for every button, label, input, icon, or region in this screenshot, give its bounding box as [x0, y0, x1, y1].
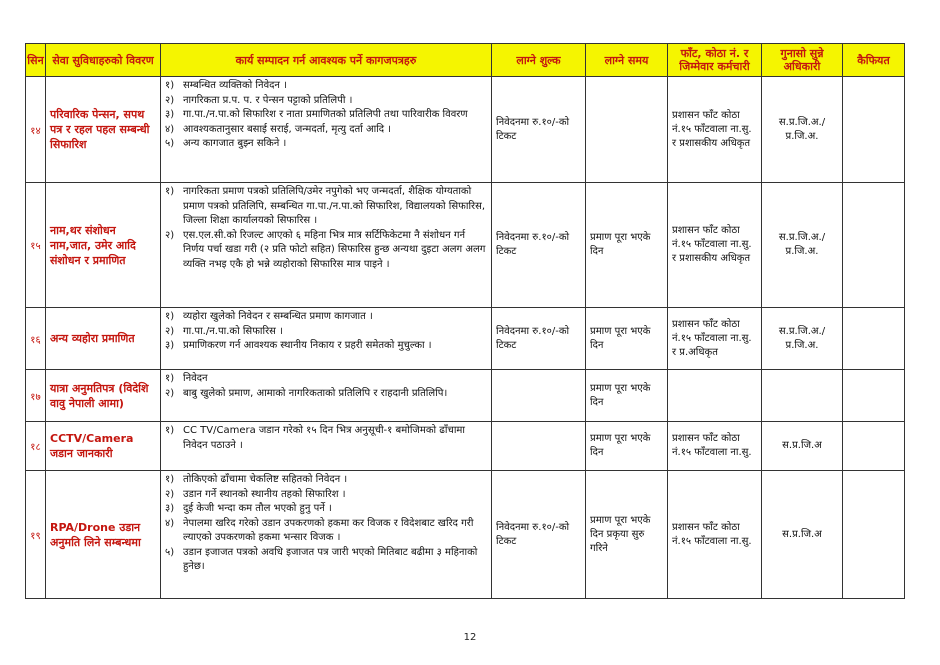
- header-fee: लाग्ने शुल्क: [492, 44, 586, 77]
- document-item-text: प्रमाणिकरण गर्न आवश्यक स्थानीय निकाय र प्रहरी समेतको मुचुल्का ।: [183, 340, 432, 351]
- row-documents: [161, 183, 492, 308]
- header-service: सेवा सुविधाहरुको विवरण: [46, 44, 161, 77]
- header-sn: सिन: [26, 44, 46, 77]
- row-serial-number: १६: [26, 308, 46, 370]
- row-officer: प्रशासन फाँट कोठा नं.१५ फाँटवाला ना.सु. र प्र.अधिकृत: [668, 308, 762, 370]
- document-item-number: २): [165, 94, 175, 106]
- row-documents: [161, 422, 492, 471]
- document-item: [165, 137, 487, 152]
- row-serial-number: १५: [26, 183, 46, 308]
- document-item: [165, 372, 487, 387]
- document-item-text: नेपालमा खरिद गरेको उडान उपकरणको हकमा कर विजक र विदेशबाट खरिद गरी ल्याएको उपकरणको हकमा भन्सार विजक ।: [183, 517, 474, 543]
- row-fee: निवेदनमा रु.१०/-को टिकट: [492, 77, 586, 183]
- row-service-name: अन्य व्यहोरा प्रमाणित: [46, 308, 161, 370]
- row-time: प्रमाण पूरा भएके दिन: [586, 370, 668, 422]
- table-row: [26, 308, 905, 370]
- document-item-text: सम्बन्धित व्यक्तिको निवेदन ।: [183, 80, 287, 91]
- document-item: [165, 325, 487, 340]
- header-remarks: कैफियत: [843, 44, 905, 77]
- document-item-text: उडान गर्ने स्थानको स्थानीय तहको सिफारिश ।: [183, 488, 346, 500]
- document-item-number: २): [165, 325, 175, 337]
- row-time: प्रमाण पूरा भएके दिन: [586, 183, 668, 308]
- row-fee: निवेदनमा रु.१०/-को टिकट: [492, 183, 586, 308]
- document-item-text: गा.पा./न.पा.को सिफारिश र नाता प्रमाणितको प्रतिलिपी तथा पारिवारीक विवरण: [183, 109, 468, 120]
- document-item-text: नागरिकता प्र.प. प. र पेन्सन पट्टाको प्रतिलिपी ।: [183, 94, 353, 106]
- row-serial-number: १७: [26, 370, 46, 422]
- document-item-text: दुई केजी भन्दा कम तौल भएको हुनु पर्ने ।: [183, 503, 332, 514]
- services-table: [25, 43, 905, 599]
- document-item-number: ४): [165, 123, 175, 135]
- document-item: [165, 108, 487, 123]
- document-item-text: एस.एल.सी.को रिजल्ट आएको ६ महिना भित्र मात्र सर्टिफिकेटमा नै संशोधन गर्न निर्णय पर्चा खडा गरी (२ प्रति फोटो सहित) सिफारिस हुन्छ अन्यथा दुइटा अलग अलग व्यक्ति नभइ एकै हो भन्ने व्यहोराको सिफारिस मात्र पाइने ।: [183, 229, 486, 270]
- document-item-text: उडान इजाजत पत्रको अवधि इजाजत पत्र जारी भएको मितिबाट बढीमा ३ महिनाको हुनेछ।: [183, 546, 478, 572]
- header-grievance: गुनासो सुन्ने अधिकारी: [762, 44, 843, 77]
- document-item-text: निवेदन: [183, 373, 208, 384]
- row-remarks: [843, 422, 905, 471]
- row-remarks: [843, 183, 905, 308]
- row-grievance-officer: स.प्र.जि.अ./प्र.जि.अ.: [762, 77, 843, 183]
- row-service-name: RPA/Drone उडान अनुमति लिने सम्बन्धमा: [46, 471, 161, 599]
- document-item-number: १): [165, 311, 175, 322]
- row-service-name: परिवारिक पेन्सन, सपथ पत्र र रहल पहल सम्बन्धी सिफारिश: [46, 77, 161, 183]
- document-item-number: १): [165, 425, 175, 436]
- document-item-text: आवश्यकतानुसार बसाई सराई, जन्मदर्ता, मृत्यु दर्ता आदि ।: [183, 123, 392, 135]
- document-item: [165, 488, 487, 503]
- document-item-number: १): [165, 80, 175, 91]
- header-docs: कार्य सम्पादन गर्न आवश्यक पर्ने कागजपत्रहरु: [161, 44, 492, 77]
- row-officer: प्रशासन फाँट कोठा नं.१५ फाँटवाला ना.सु.: [668, 422, 762, 471]
- document-item-text: तोकिएको ढाँचामा चेकलिष्ट सहितको निवेदन ।: [183, 474, 348, 485]
- row-documents: [161, 308, 492, 370]
- row-fee: निवेदनमा रु.१०/-को टिकट: [492, 471, 586, 599]
- row-remarks: [843, 77, 905, 183]
- row-serial-number: १९: [26, 471, 46, 599]
- row-officer: प्रशासन फाँट कोठा नं.१५ फाँटवाला ना.सु. र प्रशासकीय अधिकृत: [668, 183, 762, 308]
- table-row: [26, 77, 905, 183]
- row-documents: [161, 370, 492, 422]
- document-item: [165, 185, 487, 229]
- document-item: [165, 424, 487, 453]
- header-row: [26, 44, 905, 77]
- document-item-number: ५): [165, 546, 175, 558]
- document-item-number: ५): [165, 138, 175, 149]
- row-service-name: CCTV/Camera जडान जानकारी: [46, 422, 161, 471]
- row-remarks: [843, 370, 905, 422]
- row-grievance-officer: स.प्र.जि.अ./प्र.जि.अ.: [762, 308, 843, 370]
- document-item: [165, 546, 487, 575]
- row-serial-number: १४: [26, 77, 46, 183]
- row-grievance-officer: स.प्र.जि.अ: [762, 471, 843, 599]
- document-item-number: ४): [165, 517, 175, 529]
- document-item-number: २): [165, 488, 175, 500]
- row-time: [586, 77, 668, 183]
- document-item: [165, 310, 487, 325]
- document-item: [165, 387, 487, 402]
- row-remarks: [843, 308, 905, 370]
- row-remarks: [843, 471, 905, 599]
- row-serial-number: १८: [26, 422, 46, 471]
- document-item: [165, 339, 487, 354]
- document-item-number: ३): [165, 109, 175, 120]
- document-item-number: ३): [165, 503, 175, 514]
- row-grievance-officer: स.प्र.जि.अ: [762, 422, 843, 471]
- document-item-number: २): [165, 387, 175, 399]
- header-time: लाग्ने समय: [586, 44, 668, 77]
- row-officer: प्रशासन फाँट कोठा नं.१५ फाँटवाला ना.सु. र प्रशासकीय अधिकृत: [668, 77, 762, 183]
- row-service-name: यात्रा अनुमतिपत्र (विदेशि वावु नेपाली आमा): [46, 370, 161, 422]
- document-item: [165, 94, 487, 109]
- document-item-text: CC TV/Camera जडान गरेको १५ दिन भित्र अनुसूची-१ बमोजिमको ढाँचामा निवेदन पठाउने ।: [183, 425, 465, 451]
- document-item-number: २): [165, 229, 175, 241]
- document-item: [165, 123, 487, 138]
- header-officer: फाँट, कोठा नं. र जिम्मेवार कर्मचारी: [668, 44, 762, 77]
- table-row: [26, 183, 905, 308]
- row-fee: निवेदनमा रु.१०/-को टिकट: [492, 308, 586, 370]
- row-documents: [161, 471, 492, 599]
- document-item-number: ३): [165, 340, 175, 351]
- row-officer: प्रशासन फाँट कोठा नं.१५ फाँटवाला ना.सु.: [668, 471, 762, 599]
- document-item: [165, 473, 487, 488]
- table-row: [26, 370, 905, 422]
- document-item: [165, 79, 487, 94]
- table-row: [26, 422, 905, 471]
- document-item-number: १): [165, 474, 175, 485]
- row-fee: [492, 370, 586, 422]
- document-item-text: व्यहोरा खुलेको निवेदन र सम्बन्धित प्रमाण कागजात ।: [183, 311, 373, 322]
- document-item-text: अन्य कागजात बुझ्न सकिने ।: [183, 138, 287, 149]
- document-item-number: १): [165, 373, 175, 384]
- row-fee: [492, 422, 586, 471]
- row-grievance-officer: स.प्र.जि.अ./प्र.जि.अ.: [762, 183, 843, 308]
- page-number: 12: [463, 632, 477, 643]
- document-item: [165, 229, 487, 273]
- document-item: [165, 517, 487, 546]
- row-time: प्रमाण पूरा भएके दिन: [586, 308, 668, 370]
- table-row: [26, 471, 905, 599]
- row-service-name: नाम,थर संशोधन नाम,जात, उमेर आदि संशोधन र प्रमाणित: [46, 183, 161, 308]
- row-time: प्रमाण पूरा भएके दिन: [586, 422, 668, 471]
- row-documents: [161, 77, 492, 183]
- document-item-text: नागरिकता प्रमाण पत्रको प्रतिलिपि/उमेर नपुगेको भए जन्मदर्ता, शैक्षिक योग्यताको प्रमाण पत्रको प्रतिलिपि, सम्बन्धित गा.पा./न.पा.को सिफारिश, विद्यालयको सिफारिस, जिल्ला शिक्षा कार्यालयको सिफारिस ।: [183, 186, 486, 226]
- row-officer: [668, 370, 762, 422]
- document-item-number: १): [165, 186, 175, 197]
- document-item: [165, 502, 487, 517]
- document-item-text: गा.पा./न.पा.को सिफारिस ।: [183, 325, 283, 337]
- document-item-text: बाबु खुलेको प्रमाण, आमाको नागरिकताको प्रतिलिपि र राहदानी प्रतिलिपि।: [183, 387, 448, 399]
- row-time: प्रमाण पूरा भएके दिन प्रकृया सुरु गरिने: [586, 471, 668, 599]
- row-grievance-officer: [762, 370, 843, 422]
